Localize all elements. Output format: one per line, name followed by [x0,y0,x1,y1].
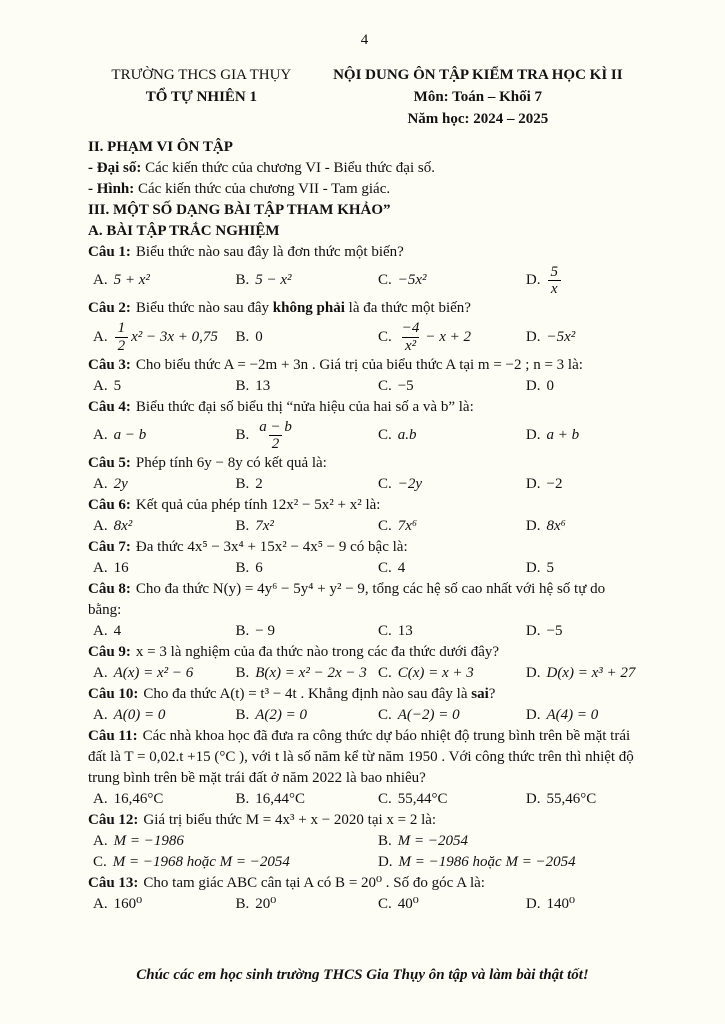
option-value: A(0) = 0 [113,707,166,724]
question-9-options [88,663,641,684]
option-letter: A. [93,377,108,394]
question-1 [88,242,641,298]
option-c [378,663,526,684]
option-b [235,705,377,726]
question-12-body: Giá trị biểu thức M = 4x³ + x − 2020 tại x = 2 là: [143,812,437,829]
option-value: 7x² [255,518,274,535]
option-letter: C. [93,854,107,871]
question-8-options [88,621,641,642]
option-b [235,621,377,642]
option-value: 4 [397,560,406,577]
option-value: −5x² [397,272,427,289]
option-value: x² − 3x + 0,75 [131,328,218,345]
option-letter: C. [377,426,392,443]
option-value: 5 [546,560,554,577]
option-d [526,558,641,579]
option-a [93,319,235,354]
option-b [235,558,377,579]
option-d [526,894,641,915]
question-2 [88,298,641,354]
option-a [93,705,235,726]
option-letter: C. [377,623,392,640]
fraction-numerator: a − b [259,418,292,435]
fraction-denominator: 2 [115,337,129,354]
question-3-options [88,376,641,397]
option-d [526,425,641,446]
question-3-label: Câu 3: [88,356,131,373]
question-2-body-bold: không phải [272,300,345,317]
question-5 [88,453,641,495]
question-12-line [88,810,641,831]
option-value: 2y [113,476,128,493]
option-value: M = −2054 [397,833,468,850]
option-value: 55,46°C [546,791,597,808]
option-value: −5x² [546,328,576,345]
question-10-line [88,684,641,705]
option-value: C(x) = x + 3 [397,665,474,682]
option-b [235,418,377,453]
question-9-line [88,642,641,663]
option-value: 6 [255,560,263,577]
fraction [115,320,129,353]
option-letter: A. [93,328,108,345]
option-letter: A. [93,426,108,443]
question-12-options-row-2 [88,852,641,873]
option-value: 13 [397,623,413,640]
option-a [93,663,235,684]
fraction-denominator: x [548,280,561,297]
header-left [88,64,315,130]
option-d [526,516,641,537]
option-value: 0 [546,377,554,394]
option-a [93,894,235,915]
option-d [526,263,641,298]
section-ii-heading: II. PHẠM VI ÔN TẬP [88,139,233,155]
option-c [378,474,526,495]
question-11-options [88,789,641,810]
question-6-label: Câu 6: [88,497,131,514]
fraction [399,320,423,353]
option-a [93,558,235,579]
option-letter: D. [525,623,541,640]
question-4-label: Câu 4: [88,398,131,415]
question-5-line [88,453,641,474]
question-4-line [88,397,641,418]
option-a [93,516,235,537]
question-1-options [88,263,641,298]
question-7-body: Đa thức 4x⁵ − 3x⁴ + 15x² − 4x⁵ − 9 có bậc là: [135,539,408,556]
question-12-options-row-1 [88,831,641,852]
option-letter: C. [377,518,392,535]
option-letter: B. [235,791,250,808]
option-d [526,621,641,642]
scope-line-geometry [88,179,641,200]
option-letter: A. [93,833,108,850]
option-value: − x + 2 [425,328,471,345]
option-value: 55,44°C [397,791,448,808]
option-letter: B. [235,377,250,394]
option-value: 5 − x² [255,272,292,289]
option-letter: A. [93,665,108,682]
question-10-body-bold: sai [471,686,489,703]
option-letter: C. [377,328,392,345]
part-a-heading: A. BÀI TẬP TRẮC NGHIỆM [88,223,280,239]
question-9-body: x = 3 là nghiệm của đa thức nào trong các đa thức dưới đây? [135,644,500,661]
option-value: M = −1968 hoặc M = −2054 [112,854,290,871]
option-letter: C. [377,707,392,724]
page-number: 4 [360,32,369,48]
option-value: a.b [397,426,417,443]
option-letter: C. [377,791,392,808]
option-letter: A. [93,272,108,289]
option-a [93,621,235,642]
question-8-line [88,579,641,621]
option-b [235,270,377,291]
question-11 [88,726,641,810]
question-5-label: Câu 5: [88,455,131,472]
option-letter: A. [93,623,108,640]
option-c [93,852,378,873]
question-13-body: Cho tam giác ABC cân tại A có B = 20⁰ . Số đo góc A là: [143,875,485,892]
option-d [526,474,641,495]
option-letter: D. [525,476,541,493]
question-12 [88,810,641,873]
option-letter: D. [525,791,541,808]
school-name: TRƯỜNG THCS GIA THỤY [111,67,292,83]
option-a [93,425,235,446]
option-letter: A. [93,518,108,535]
option-letter: D. [525,560,541,577]
option-d [526,663,641,684]
option-value: −2y [397,476,422,493]
option-letter: B. [235,896,250,913]
option-c [378,558,526,579]
option-letter: B. [235,707,250,724]
subject-line: Môn: Toán – Khối 7 [413,89,543,105]
option-c [378,425,526,446]
question-3 [88,355,641,397]
option-c [378,621,526,642]
option-letter: D. [525,272,541,289]
option-value: 16,44°C [255,791,305,808]
option-value: 7x⁶ [397,518,418,535]
option-letter: A. [93,476,108,493]
option-value: B(x) = x² − 2x − 3 [255,665,367,682]
question-11-label: Câu 11: [88,728,138,745]
option-b [235,516,377,537]
option-value: A(2) = 0 [255,707,308,724]
question-1-body: Biểu thức nào sau đây là đơn thức một biến? [135,244,404,260]
fraction [547,264,561,297]
option-c [378,376,526,397]
option-letter: A. [93,560,108,577]
option-value: A(4) = 0 [546,707,599,724]
option-b [378,831,641,852]
option-a [93,376,235,397]
option-a [93,789,235,810]
option-value: 160⁰ [113,896,143,913]
fraction-numerator: 5 [550,264,558,280]
option-letter: D. [525,518,541,535]
option-letter: B. [377,833,392,850]
question-6-body: Kết quả của phép tính 12x² − 5x² + x² là: [135,497,381,514]
question-7 [88,537,641,579]
option-letter: B. [235,272,250,289]
document-header [88,64,641,130]
fraction [256,419,295,452]
option-value: a − b [113,426,147,443]
question-2-options [88,319,641,354]
question-10-body-pre: Cho đa thức A(t) = t³ − 4t . Khẳng định nào sau đây là [143,686,472,703]
question-6-options [88,516,641,537]
option-value: 4 [113,623,122,640]
option-value: 5 + x² [113,272,150,289]
option-value: 13 [255,377,271,394]
option-a [93,831,378,852]
option-c [378,319,526,354]
option-value: a + b [546,426,580,443]
option-d [526,789,641,810]
question-11-body: Các nhà khoa học đã đưa ra công thức dự báo nhiệt độ trung bình trên bề mặt trái đất là T = 0,02.t +15 (°C ), với t là số năm kể từ năm 1950 . Với công thức trên thì nhiệt độ trung bình trên bề mặt trái đất ở năm 2022 là bao nhiêu? [88,728,634,787]
option-value: 0 [255,328,263,345]
option-value: 8x⁶ [546,518,566,535]
option-b [235,789,377,810]
option-value: D(x) = x³ + 27 [546,665,636,682]
question-7-label: Câu 7: [88,539,131,556]
section-iii-heading: III. MỘT SỐ DẠNG BÀI TẬP THAM KHẢO” [88,202,391,218]
fraction-numerator: −4 [401,320,420,337]
option-d [526,327,641,348]
option-a [93,474,235,495]
question-9-label: Câu 9: [88,644,131,661]
question-7-options [88,558,641,579]
option-value: − 9 [255,623,275,640]
option-letter: C. [377,560,392,577]
option-value: A(x) = x² − 6 [113,665,194,682]
option-letter: D. [525,328,541,345]
option-letter: B. [235,426,250,443]
fraction-denominator: 2 [269,435,283,452]
option-value: M = −1986 [113,833,184,850]
option-letter: D. [525,896,541,913]
option-letter: B. [235,665,250,682]
option-d [526,705,641,726]
option-a [93,270,235,291]
fraction-numerator: 1 [117,320,126,337]
question-8 [88,579,641,642]
question-1-label: Câu 1: [88,244,131,260]
question-7-line [88,537,641,558]
option-letter: C. [377,665,392,682]
option-b [235,894,377,915]
option-value: 5 [113,377,122,394]
question-4 [88,397,641,453]
question-13-options [88,894,641,915]
option-letter: D. [525,426,541,443]
scope-text-geometry: Các kiến thức của chương VII - Tam giác. [134,181,391,197]
option-letter: A. [93,896,108,913]
question-4-options [88,418,641,453]
footer-message: Chúc các em học sinh trường THCS Gia Thụy ôn tập và làm bài thật tốt! [136,967,589,983]
question-6-line [88,495,641,516]
question-1-line [88,242,641,263]
option-letter: B. [235,623,250,640]
option-d [378,852,641,873]
option-value: −5 [397,377,414,394]
scope-label-algebra: - Đại số: [88,160,142,176]
option-value: A(−2) = 0 [397,707,460,724]
option-value: M = −1986 hoặc M = −2054 [398,854,576,871]
option-c [378,270,526,291]
question-10-body-post: ? [488,686,496,703]
scope-line-algebra [88,158,641,179]
fraction-denominator: x² [402,337,419,354]
question-10 [88,684,641,726]
question-5-body: Phép tính 6y − 8y có kết quả là: [135,455,327,472]
option-value: 20⁰ [255,896,277,913]
option-value: 16,46°C [113,791,164,808]
option-c [378,789,526,810]
option-c [378,894,526,915]
question-6 [88,495,641,537]
question-3-line [88,355,641,376]
question-8-body: Cho đa thức N(y) = 4y⁶ − 5y⁴ + y² − 9, tổng các hệ số cao nhất với hệ số tự do bằng: [88,581,606,619]
option-letter: C. [377,272,392,289]
option-value: −2 [546,476,563,493]
option-letter: D. [525,665,541,682]
school-year-line: Năm học: 2024 – 2025 [407,111,549,127]
question-10-label: Câu 10: [88,686,139,703]
option-letter: D. [525,377,541,394]
question-12-label: Câu 12: [88,812,139,829]
option-value: 16 [113,560,129,577]
question-4-body: Biểu thức đại số biểu thị “nửa hiệu của hai số a và b” là: [135,398,474,415]
question-11-line [88,726,641,789]
question-13 [88,873,641,915]
option-letter: D. [377,854,393,871]
option-letter: B. [235,560,250,577]
department-name: TỔ TỰ NHIÊN 1 [145,89,257,105]
option-value: −5 [546,623,563,640]
option-value: 40⁰ [397,896,419,913]
option-letter: C. [377,476,392,493]
question-2-line [88,298,641,319]
question-2-body-pre: Biểu thức nào sau đây [135,300,273,317]
question-2-body-post: là đa thức một biến? [344,300,471,317]
option-b [235,474,377,495]
option-b [235,327,377,348]
option-letter: B. [235,476,250,493]
scope-text-algebra: Các kiến thức của chương VI - Biểu thức đại số. [141,160,435,176]
option-letter: D. [525,707,541,724]
header-right [315,64,641,130]
option-c [378,705,526,726]
question-5-options [88,474,641,495]
option-value: 140⁰ [546,896,575,913]
question-10-options [88,705,641,726]
question-13-label: Câu 13: [88,875,139,892]
option-letter: B. [235,328,250,345]
document-title: NỘI DUNG ÔN TẬP KIỂM TRA HỌC KÌ II [333,67,623,83]
option-letter: C. [377,896,392,913]
option-b [235,376,377,397]
option-letter: A. [93,791,108,808]
question-9 [88,642,641,684]
scope-label-geometry: - Hình: [88,181,135,197]
option-c [378,516,526,537]
option-value: 8x² [113,518,133,535]
question-2-label: Câu 2: [88,300,131,317]
option-letter: B. [235,518,250,535]
option-b [235,663,377,684]
question-8-label: Câu 8: [88,581,131,598]
question-13-line [88,873,641,894]
option-value: 2 [255,476,263,493]
option-letter: C. [377,377,392,394]
option-d [526,376,641,397]
option-letter: A. [93,707,108,724]
question-3-body: Cho biểu thức A = −2m + 3n . Giá trị của biểu thức A tại m = −2 ; n = 3 là: [135,356,583,373]
